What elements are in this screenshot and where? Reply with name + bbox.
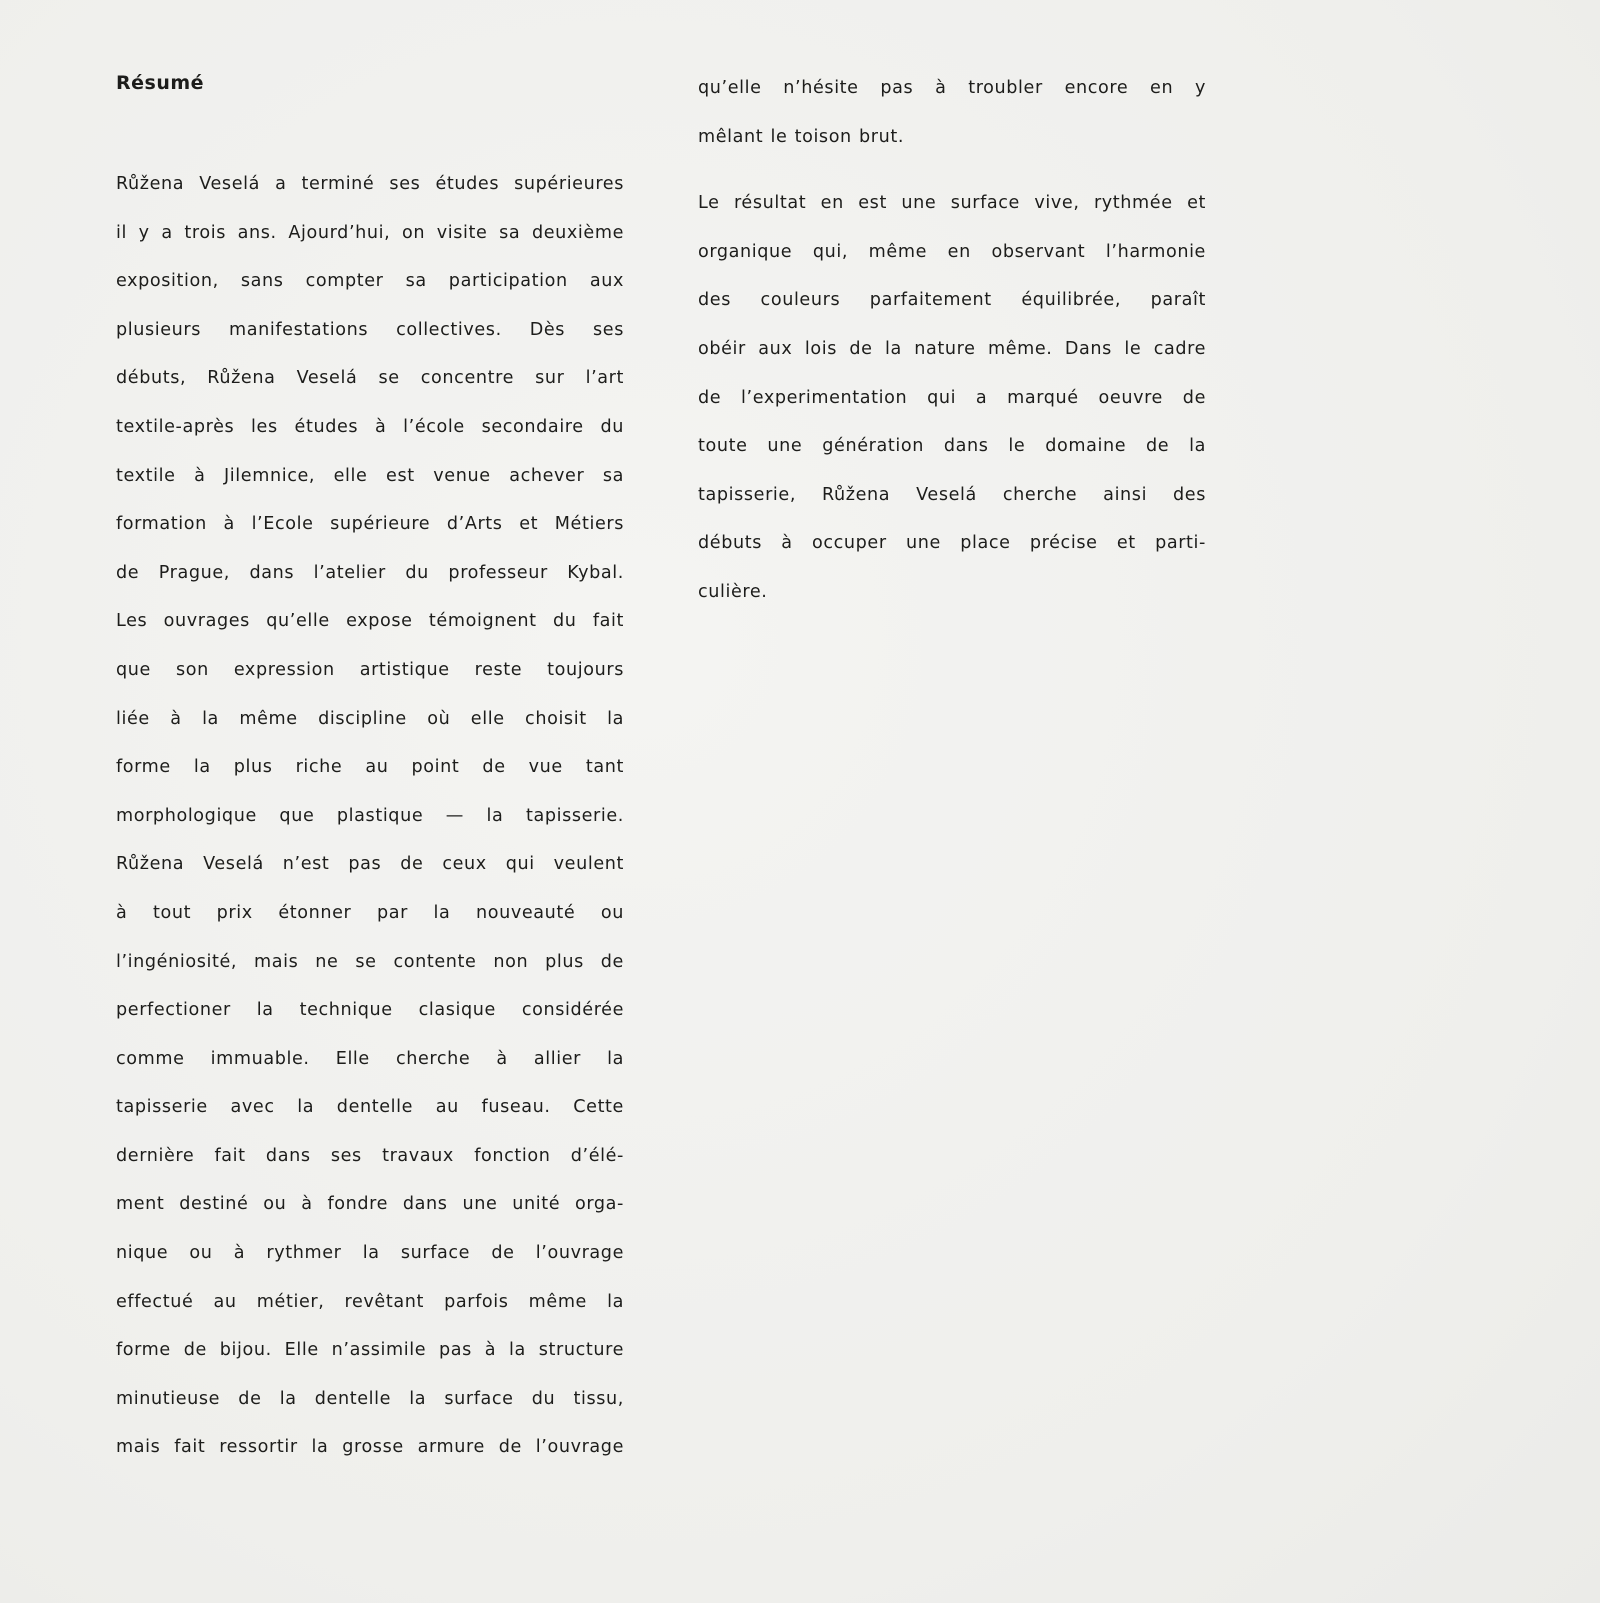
- right-text-column: [698, 64, 1206, 617]
- text-line: Růžena Veselá n’est pas de ceux qui veulent: [116, 854, 624, 875]
- text-line: toute une génération dans le domaine de la: [698, 436, 1206, 457]
- text-line: il y a trois ans. Ajourd’hui, on visite sa deuxième: [116, 222, 624, 243]
- text-line: organique qui, même en observant l’harmonie: [698, 241, 1206, 262]
- paragraph: [698, 64, 1206, 161]
- text-line: exposition, sans compter sa participation aux: [116, 271, 624, 292]
- text-line: de Prague, dans l’atelier du professeur Kybal.: [116, 562, 624, 583]
- text-line: forme de bijou. Elle n’assimile pas à la structure: [116, 1340, 624, 1361]
- text-line: que son expression artistique reste toujours: [116, 659, 624, 680]
- text-line: des couleurs parfaitement équilibrée, paraît: [698, 290, 1206, 311]
- text-line: l’ingéniosité, mais ne se contente non plus de: [116, 951, 624, 972]
- page-heading: Résumé: [116, 72, 205, 94]
- text-line: comme immuable. Elle cherche à allier la: [116, 1048, 624, 1069]
- text-line: culière.: [698, 581, 768, 602]
- text-line: Le résultat en est une surface vive, rythmée et: [698, 193, 1206, 214]
- text-line: Les ouvrages qu’elle expose témoignent du fait: [116, 611, 624, 632]
- text-line: minutieuse de la dentelle la surface du tissu,: [116, 1388, 624, 1409]
- text-line: obéir aux lois de la nature même. Dans le cadre: [698, 338, 1206, 359]
- text-line: débuts, Růžena Veselá se concentre sur l’art: [116, 368, 624, 389]
- left-text-column: [116, 160, 624, 1472]
- paragraph-gap: [698, 161, 1206, 179]
- text-line: tapisserie avec la dentelle au fuseau. Cette: [116, 1097, 624, 1118]
- text-line: de l’experimentation qui a marqué oeuvre de: [698, 387, 1206, 408]
- text-line: tapisserie, Růžena Veselá cherche ainsi des: [698, 484, 1206, 505]
- text-line: effectué au métier, revêtant parfois même la: [116, 1291, 624, 1312]
- text-line: textile à Jilemnice, elle est venue achever sa: [116, 465, 624, 486]
- text-line: forme la plus riche au point de vue tant: [116, 757, 624, 778]
- text-line: plusieurs manifestations collectives. Dès ses: [116, 319, 624, 340]
- text-line: mais fait ressortir la grosse armure de l’ouvrage: [116, 1437, 624, 1458]
- text-line: débuts à occuper une place précise et parti-: [698, 533, 1206, 554]
- text-line: à tout prix étonner par la nouveauté ou: [116, 902, 624, 923]
- text-line: liée à la même discipline où elle choisit la: [116, 708, 624, 729]
- text-line: formation à l’Ecole supérieure d’Arts et Métiers: [116, 514, 624, 535]
- text-line: qu’elle n’hésite pas à troubler encore en y: [698, 78, 1206, 98]
- text-line: dernière fait dans ses travaux fonction d’élé-: [116, 1145, 624, 1166]
- text-line: nique ou à rythmer la surface de l’ouvrage: [116, 1243, 624, 1264]
- text-line: Růžena Veselá a terminé ses études supérieures: [116, 174, 624, 194]
- paragraph: [698, 179, 1206, 616]
- text-line: textile-après les études à l’école secondaire du: [116, 416, 624, 437]
- text-line: morphologique que plastique — la tapisserie.: [116, 805, 624, 826]
- text-line: perfectioner la technique clasique considérée: [116, 1000, 624, 1021]
- text-line: mêlant le toison brut.: [698, 126, 905, 147]
- text-line: ment destiné ou à fondre dans une unité orga-: [116, 1194, 624, 1215]
